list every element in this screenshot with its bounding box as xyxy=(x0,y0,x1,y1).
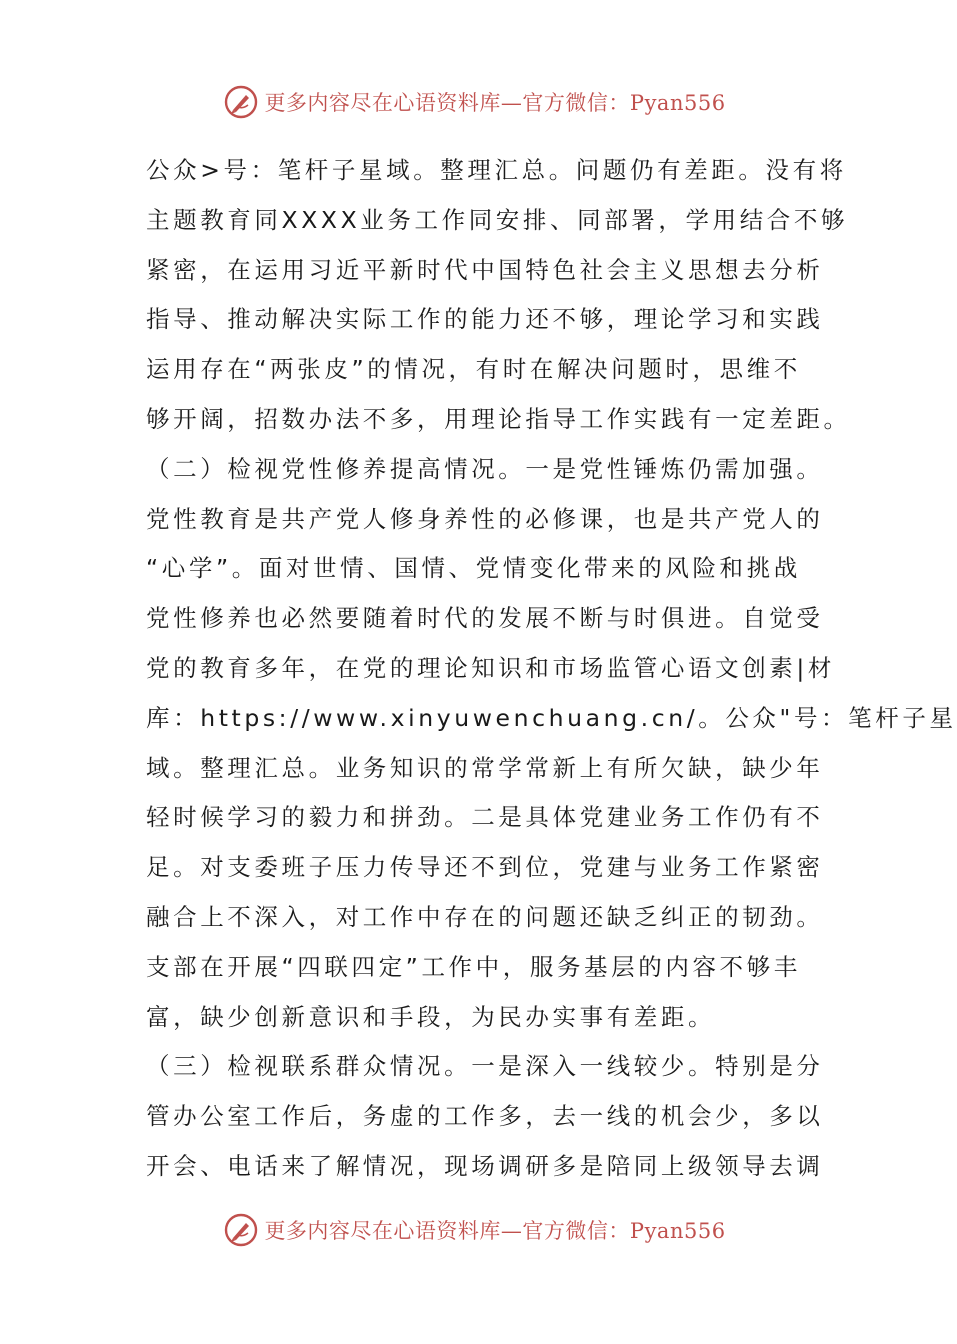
text-line: 公众>号：笔杆子星域。整理汇总。问题仍有差距。没有将 xyxy=(146,156,847,184)
text-line: 支部在开展“四联四定”工作中，服务基层的内容不够丰 xyxy=(146,952,801,981)
text-line: 足。对支委班子压力传导还不到位，党建与业务工作紧密 xyxy=(146,853,824,882)
text-line: 够开阔，招数办法不多，用理论指导工作实践有一定差距。 xyxy=(146,404,851,433)
text-line: 党性修养也必然要随着时代的发展不断与时俱进。自觉受 xyxy=(146,604,824,633)
text-line: 主题教育同XXXX业务工作同安排、同部署，学用结合不够 xyxy=(146,205,849,234)
document-body xyxy=(146,146,957,1196)
text-line: 党性教育是共产党人修身养性的必修课，也是共产党人的 xyxy=(146,504,824,533)
text-line: 党的教育多年，在党的理论知识和市场监管心语文创素|材 xyxy=(146,653,836,682)
text-line: 融合上不深入，对工作中存在的问题还缺乏纠正的韧劲。 xyxy=(146,902,824,931)
text-line: 库：https://www.xinyuwenchuang.cn/。公众"号：笔杆子星 xyxy=(146,703,957,732)
footer-banner-text: 更多内容尽在心语资料库—官方微信：Pyan556 xyxy=(264,1219,726,1243)
text-line: 运用存在“两张皮”的情况，有时在解决问题时，思维不 xyxy=(146,355,801,384)
text-line: 域。整理汇总。业务知识的常学常新上有所欠缺，缺少年 xyxy=(146,753,824,782)
text-line: 紧密，在运用习近平新时代中国特色社会主义思想去分析 xyxy=(146,255,824,284)
text-line: （二）检视党性修养提高情况。一是党性锤炼仍需加强。 xyxy=(146,454,824,483)
text-line: （三）检视联系群众情况。一是深入一线较少。特别是分 xyxy=(146,1052,824,1081)
header-banner xyxy=(0,80,950,124)
text-line: “心学”。面对世情、国情、党情变化带来的风险和挑战 xyxy=(146,554,801,583)
text-line: 管办公室工作后，务虚的工作多，去一线的机会少，多以 xyxy=(146,1102,824,1131)
text-line: 富，缺少创新意识和手段，为民办实事有差距。 xyxy=(146,1002,716,1031)
text-line: 指导、推动解决实际工作的能力还不够，理论学习和实践 xyxy=(146,305,824,334)
pen-logo-icon xyxy=(224,1213,258,1247)
footer-banner xyxy=(0,1208,950,1252)
text-line: 轻时候学习的毅力和拼劲。二是具体党建业务工作仍有不 xyxy=(146,803,824,832)
pen-logo-icon xyxy=(224,85,258,119)
header-banner-text: 更多内容尽在心语资料库—官方微信：Pyan556 xyxy=(264,91,726,115)
text-line: 开会、电话来了解情况，现场调研多是陪同上级领导去调 xyxy=(146,1151,824,1180)
